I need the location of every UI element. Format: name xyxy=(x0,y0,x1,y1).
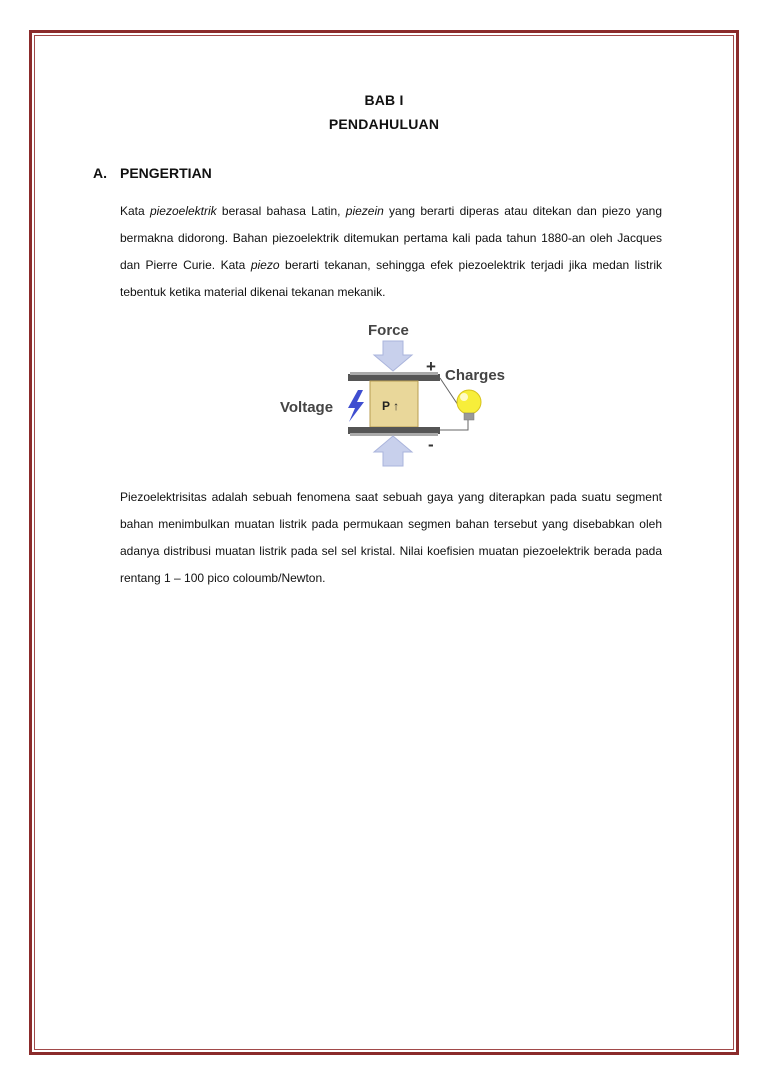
minus-sign: - xyxy=(428,435,434,454)
bulb-glare xyxy=(460,393,468,401)
bulb-base xyxy=(464,413,474,420)
force-arrow-up-icon xyxy=(374,436,412,466)
voltage-label: Voltage xyxy=(280,399,334,416)
section-heading xyxy=(93,165,212,181)
lightning-icon xyxy=(348,390,364,422)
piezo-diagram xyxy=(278,318,506,468)
bottom-plate xyxy=(348,427,440,434)
text-run: yang berarti diperas atau ditekan dan piezo yang bermakna didorong. Bahan piezoelektrik ditemukan pertama kali pada tahun 1880-an oleh Jacques dan Pierre Curie. Kata xyxy=(120,204,662,272)
section-number: A. xyxy=(93,165,107,181)
text-run: Kata xyxy=(120,204,150,218)
text-run: berasal bahasa Latin, xyxy=(216,204,346,218)
force-arrow-down-icon xyxy=(374,341,412,371)
force-label: Force xyxy=(368,322,409,339)
charges-label: Charges xyxy=(445,367,506,384)
term-piezoelektrik: piezoelektrik xyxy=(149,204,217,218)
term-piezo: piezo xyxy=(250,258,280,272)
paragraph-phenomenon: Piezoelektrisitas adalah sebuah fenomena saat sebuah gaya yang diterapkan pada suatu segment bahan menimbulkan muatan listrik pada permukaan segmen bahan tersebut yang disebabkan oleh adanya distribusi muatan listrik pada sel sel kristal. Nilai koefisien muatan piezoelektrik berada pada rentang 1 – 100 pico coloumb/Newton. xyxy=(120,490,662,585)
light-bulb-icon xyxy=(457,390,481,414)
chapter-title: PENDAHULUAN xyxy=(328,116,440,132)
top-plate-highlight xyxy=(350,372,438,375)
chapter-label: BAB I xyxy=(364,92,404,108)
plus-sign: + xyxy=(426,357,436,376)
term-piezein: piezein xyxy=(345,204,384,218)
text-run: berarti tekanan, sehingga efek piezoelektrik terjadi jika medan listrik tebentuk ketika material dikenai tekanan mekanik. xyxy=(120,258,663,299)
paragraph-definition xyxy=(120,198,662,306)
polarization-label: P ↑ xyxy=(382,399,400,413)
bottom-plate-highlight xyxy=(350,433,438,436)
section-title: PENGERTIAN xyxy=(120,165,212,181)
